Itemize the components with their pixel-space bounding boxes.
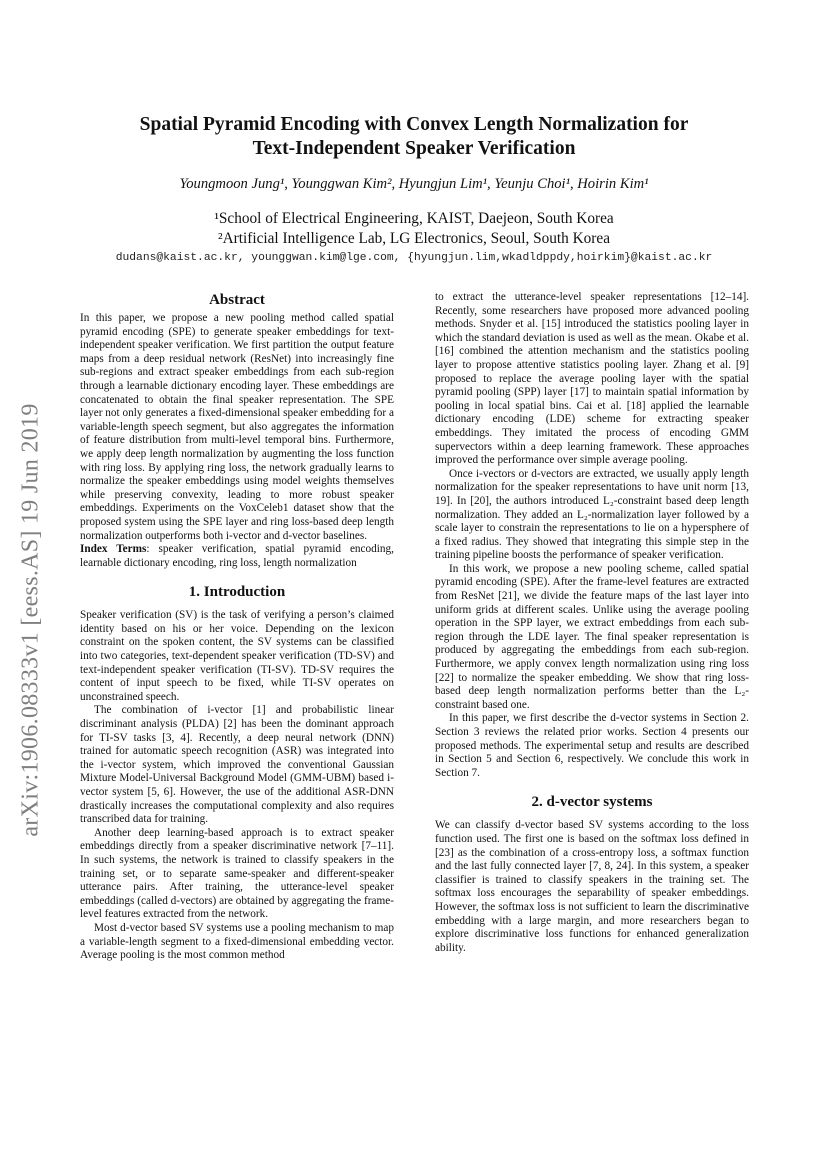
author-emails: dudans@kaist.ac.kr, younggwan.kim@lge.com, {hyungjun.lim,wkadldppdy,hoirkim}@kaist.ac.kr — [115, 252, 713, 264]
abstract-text: In this paper, we propose a new pooling method called spatial pyramid encoding (SPE) to generate speaker embeddings for text-independent speaker verification. We first partition the output feature maps from a deep residual network (ResNet) into increasingly fine sub-regions and extract speaker embeddings from each sub-region through a learnable dictionary encoding layer. These embeddings are concatenated to obtain the final speaker representation. The SPE layer not only generates a fixed-dimensional speaker embedding for a variable-length speech segment, but also aggregates the information of feature distribution from multi-level temporal bins. Furthermore, we apply deep length normalization by augmenting the loss function with ring loss. By applying ring loss, the network gradually learns to normalize the speaker embeddings using model weights themselves while preserving convexity, leading to more robust speaker embeddings. Experiments on the VoxCeleb1 dataset show that the proposed system using the SPE layer and ring loss-based deep length normalization outperforms both i-vector and d-vector baselines. — [80, 312, 394, 542]
introduction-heading: 1. Introduction — [188, 584, 286, 601]
dvector-section-heading: 2. d-vector systems — [531, 794, 653, 811]
affiliation-2: ²Artificial Intelligence Lab, LG Electronics, Seoul, South Korea — [218, 230, 610, 247]
intro-paragraph-1: Speaker verification (SV) is the task of verifying a person’s claimed identity based on his or her voice. Depending on the lexicon constraint on the spoken content, the SV systems can be classified into two categories, text-dependent speaker verification (TD-SV) and text-independent speaker verification (TI-SV). TD-SV requires the content of input speech to be fixed, while TI-SV operates on unconstrained speech. — [80, 609, 394, 703]
intro-paragraph-4: Most d-vector based SV systems use a pooling mechanism to map a variable-length segment to a fixed-dimensional embedding vector. Average pooling is the most common method — [80, 921, 394, 962]
title-line-2: Text-Independent Speaker Verification — [252, 138, 576, 159]
paper-title — [80, 113, 748, 161]
intro-paragraph-6: Once i-vectors or d-vectors are extracted, we usually apply length normalization for the speaker representations to have unit norm [13, 19]. In [20], the authors introduced L₂-constraint based deep length normalization. They added an L₂-normalization layer followed by a scale layer to constrain the representations to lie on a hypersphere of a fixed radius. They showed that integrating this simple step in the training pipeline boosts the performance of speaker verification. — [435, 467, 749, 562]
left-column — [80, 291, 394, 963]
intro-paragraph-8: In this paper, we first describe the d-vector systems in Section 2. Section 3 reviews the related prior works. Section 4 presents our proposed methods. The experimental setup and results are described in Section 5 and Section 6, respectively. We conclude this work in Section 7. — [435, 712, 749, 779]
arxiv-identifier-text: arXiv:1906.08333v1 [eess.AS] 19 Jun 2019 — [17, 403, 44, 837]
intro-paragraph-2: The combination of i-vector [1] and probabilistic linear discriminant analysis (PLDA) [2] has been the dominant approach for TI-SV tasks [3, 4]. Recently, a deep neural network (DNN) trained for automatic speech recognition (ASR) was integrated into the i-vector system, which improved the conventional Gaussian Mixture Model-Universal Background Model (GMM-UBM) based i-vector system [5, 6]. However, the use of the additional ASR-DNN drastically increases the computational complexity and also requires transcribed data for training. — [80, 704, 394, 826]
index-terms-text: : speaker verification, spatial pyramid encoding, learnable dictionary encoding, ring loss, length normalization — [80, 543, 394, 569]
affiliations — [80, 209, 748, 249]
affiliation-1: ¹School of Electrical Engineering, KAIST, Daejeon, South Korea — [214, 210, 614, 227]
title-line-1: Spatial Pyramid Encoding with Convex Length Normalization for — [139, 114, 689, 135]
intro-paragraph-5: to extract the utterance-level speaker representations [12–14]. Recently, some researchers have proposed more advanced pooling methods. Snyder et al. [15] introduced the statistics pooling layer in which the standard deviation is used as well as the mean. Okabe et al. [16] combined the attention mechanism and the statistics pooling layer to propose attentive statistics pooling layer. Zhang et al. [9] proposed to replace the average pooling layer with the spatial pyramid pooling (SPP) layer [17] to maintain spatial information by pooling in local spatial bins. Cai et al. [18] applied the learnable dictionary encoding (LDE) scheme for extracting speaker embeddings. They imitated the process of encoding GMM supervectors within a deep learning framework. These approaches improved the performance over simple average pooling. — [435, 291, 749, 467]
author-list: Youngmoon Jung¹, Younggwan Kim², Hyungjun Lim¹, Yeunju Choi¹, Hoirin Kim¹ — [179, 176, 649, 192]
abstract-heading: Abstract — [209, 292, 265, 308]
arxiv-identifier — [14, 360, 48, 880]
intro-paragraph-3: Another deep learning-based approach is to extract speaker embeddings directly from a speaker discriminative network [7–11]. In such systems, the network is trained to classify speakers in the training set, or to separate same-speaker and different-speaker utterance pairs. After training, the utterance-level speaker embeddings (called d-vectors) are obtained by aggregating the frame-level features extracted from the network. — [80, 826, 394, 921]
right-column — [435, 291, 749, 955]
index-terms — [80, 543, 394, 570]
index-terms-label: Index Terms — [80, 543, 147, 556]
dvector-paragraph-1: We can classify d-vector based SV systems according to the loss function used. The first one is based on the softmax loss defined in [23] as the combination of a cross-entropy loss, a softmax function and the last fully connected layer [7, 8, 24]. In this system, a speaker classifier is trained to classify speakers in the training set. The softmax loss encourages the separability of speaker embeddings. However, the softmax loss is not sufficient to learn the discriminative embedding with a large margin, and more researchers began to explore discriminative loss functions for enhanced generalization ability. — [435, 819, 749, 954]
intro-paragraph-7: In this work, we propose a new pooling scheme, called spatial pyramid encoding (SPE). After the frame-level features are extracted from ResNet [21], we divide the feature maps of the last layer into uniform grids at different scales. Unlike using the average pooling operation in the SPP layer, we extract embeddings from each sub-region through the LDE layer. The final speaker representation is produced by aggregating the embeddings from each sub-region. Furthermore, we apply convex length normalization using ring loss [22] to normalize the speaker embedding. We show that ring loss-based deep length normalization performs better than the L₂-constraint based one. — [435, 562, 749, 711]
